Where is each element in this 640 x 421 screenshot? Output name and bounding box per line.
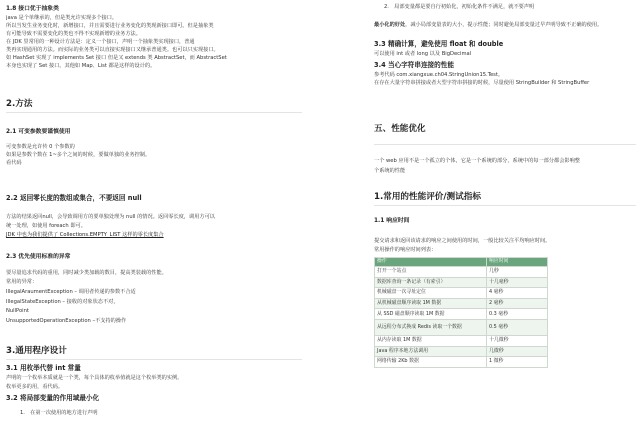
table-cell: 几秒 <box>487 267 548 278</box>
section-3-4-title: 3.4 当心字符串连接的性能 <box>374 61 454 69</box>
section-2-title: 2.方法 <box>6 99 33 109</box>
divider <box>6 359 302 360</box>
paragraph-line: 可变参数是允许传 0 个参数的 <box>6 144 75 150</box>
table-row <box>375 335 548 346</box>
paragraph-line: 看代码 <box>6 160 22 166</box>
table-row <box>375 319 548 335</box>
list-item: 2. 局部变量都是要自行初始化，初始化条件不满足，就不要声明 <box>384 4 535 10</box>
paragraph-line: 所以当发生业务变化时，新增接口，并且需要进行业务变化的类现新接口即可。但是抽象类 <box>6 23 214 29</box>
table-cell: 从 SSD 磁盘顺序读取 1M 数据 <box>375 309 487 320</box>
exception-item: NullPoint <box>6 308 29 314</box>
table-row <box>375 277 548 288</box>
section-2-1-title: 2.1 可变参数要谨慎使用 <box>6 129 71 135</box>
section-2-3-title: 2.3 优先使用标准的异常 <box>6 254 71 260</box>
table-cell: 1 微秒 <box>487 357 548 368</box>
table-cell: 机械磁盘一次寻址定位 <box>375 288 487 299</box>
divider <box>374 205 636 206</box>
table-header-cell: 响应时间 <box>487 258 548 267</box>
table-cell: 4 毫秒 <box>487 288 548 299</box>
table-cell: 数据库查询一条记录（有索引） <box>375 277 487 288</box>
paragraph-line: 可以使用 int 或者 long 以及 BigDecimal <box>374 51 472 57</box>
section-3-title: 3.通用程序设计 <box>6 346 67 356</box>
paragraph-line: 要尽量追求代码的重用，同时减少类加载的数目，提高类装载的性能。 <box>6 270 167 276</box>
divider <box>6 112 302 113</box>
table-row <box>375 267 548 278</box>
paragraph-line: JDK 中也为我们提供了 Collections.EMPTY_LIST 这样的零长度集合 <box>6 232 164 238</box>
section-3-1-title: 3.1 用枚举代替 int 常量 <box>6 364 81 372</box>
table-cell: 十几毫秒 <box>487 277 548 288</box>
paragraph-line: 如果是参数个数在 1~多个之间的时候，要做单独的业务控制。 <box>6 152 151 158</box>
paragraph-line: 提交请求和返回该请求的响应之间使用的时间，一般比较关注平均响应时间。 <box>374 238 551 244</box>
table-row <box>375 357 548 368</box>
table-cell: 打开一个站点 <box>375 267 487 278</box>
paragraph-line: 在 JDK 里常用的一种设计方法是：定义一个接口，声明一个抽象类实现接口，普通 <box>6 39 195 45</box>
emphasis-label: 最小化的好处 <box>374 22 406 28</box>
exception-item: UnsupportedOperationException –不支持的操作 <box>6 318 127 324</box>
table-row <box>375 298 548 309</box>
paragraph-line: 常用的异常： <box>6 279 38 285</box>
paragraph-line: 枚举更多的用，看代码。 <box>6 384 64 390</box>
section-1-1-title: 1.1 响应时间 <box>374 218 410 224</box>
section-3-2-title: 3.2 将局部变量的作用域最小化 <box>6 394 100 402</box>
paragraph-line: 类再实现通用的方法。而实际的业务类可以直接实现接口又继承普通类。也可以只实现接口。 <box>6 47 219 53</box>
paragraph-line: 方法的结果返回null，会导致调用方的要单独处理为 null 的情况。返回零长度，调用方可以 <box>6 214 215 220</box>
table-cell: 2 毫秒 <box>487 298 548 309</box>
paragraph-line: 有可能导致不需要变化的类也不得不实现新增的业务方法。 <box>6 31 141 37</box>
paragraph-line: 声明的一个枚举本质就是一个类，每个具体的枚举值就是这个枚举类的实例。 <box>6 375 183 381</box>
paragraph-text: ，减小局部变量表的大小，提示性能；同时避免局部变量过早声明导致不正确的使用。 <box>405 22 603 28</box>
table-cell: 网络传输 2Kb 数据 <box>375 357 487 368</box>
paragraph-line: 如 HashSet 实现了 implements Set 接口 但是又 extends 类 AbstractSet，而 AbstractSet <box>6 55 227 61</box>
table-cell: 0.5 毫秒 <box>487 319 548 335</box>
paragraph-line: java 是个单继承的，但是类允许实现多个接口。 <box>6 15 118 21</box>
table-cell: 从机械磁盘顺序读取 1M 数据 <box>375 298 487 309</box>
table-cell: 0.3 毫秒 <box>487 309 548 320</box>
chapter-5-title: 五、性能优化 <box>374 124 426 134</box>
table-row <box>375 309 548 320</box>
section-3-3-title: 3.3 精确计算，避免使用 float 和 double <box>374 40 504 48</box>
divider <box>374 144 636 145</box>
table-header-cell: 操作 <box>375 258 487 267</box>
response-time-table <box>374 257 548 368</box>
table-header-row <box>375 258 548 267</box>
paragraph-line: 个系统的性能 <box>374 168 406 174</box>
section-1-title: 1.常用的性能评价/测试指标 <box>374 192 481 202</box>
paragraph-line: 常用操作的响应时间列表： <box>374 247 437 253</box>
paragraph-line: 一个 web 应用不是一个孤立的个体，它是一个系统的部分，系统中的每一部分都会影响整 <box>374 158 580 164</box>
exception-item: IllegalStateException – 接收的对象状态不对， <box>6 299 119 305</box>
paragraph-line: 参考代码 com.xiangxue.ch04.StringUnion15.Test。 <box>374 72 504 78</box>
table-cell: 几微秒 <box>487 346 548 357</box>
paragraph-line: 本身也实现了 Set 接口。其他如 Map、List 都是这样的设计的。 <box>6 63 156 69</box>
paragraph-line: 在存在大量字符串拼接或者大型字符串拼接的时候，尽量使用 StringBuilder 和 StringBuffer <box>374 80 590 86</box>
table-cell: Java 程序本地方法调用 <box>375 346 487 357</box>
table-row <box>375 346 548 357</box>
table-cell: 从远程分布式换成 Redis 读取一个数据 <box>375 319 487 335</box>
list-item: 1. 在第一次使用的地方进行声明 <box>20 410 98 416</box>
section-1-8-title: 1.8 接口优于抽象类 <box>6 6 59 12</box>
exception-item: IllegalAraumentException – 调用者传递的参数不合适 <box>6 289 136 295</box>
table-cell: 十几微秒 <box>487 335 548 346</box>
section-2-2-title: 2.2 返回零长度的数组或集合，不要返回 null <box>6 194 142 202</box>
paragraph-line: 统一处理，如使用 foreach 即可。 <box>6 223 86 229</box>
paragraph-line <box>374 22 602 30</box>
table-cell: 从内存读取 1M 数据 <box>375 335 487 346</box>
table-row <box>375 288 548 299</box>
